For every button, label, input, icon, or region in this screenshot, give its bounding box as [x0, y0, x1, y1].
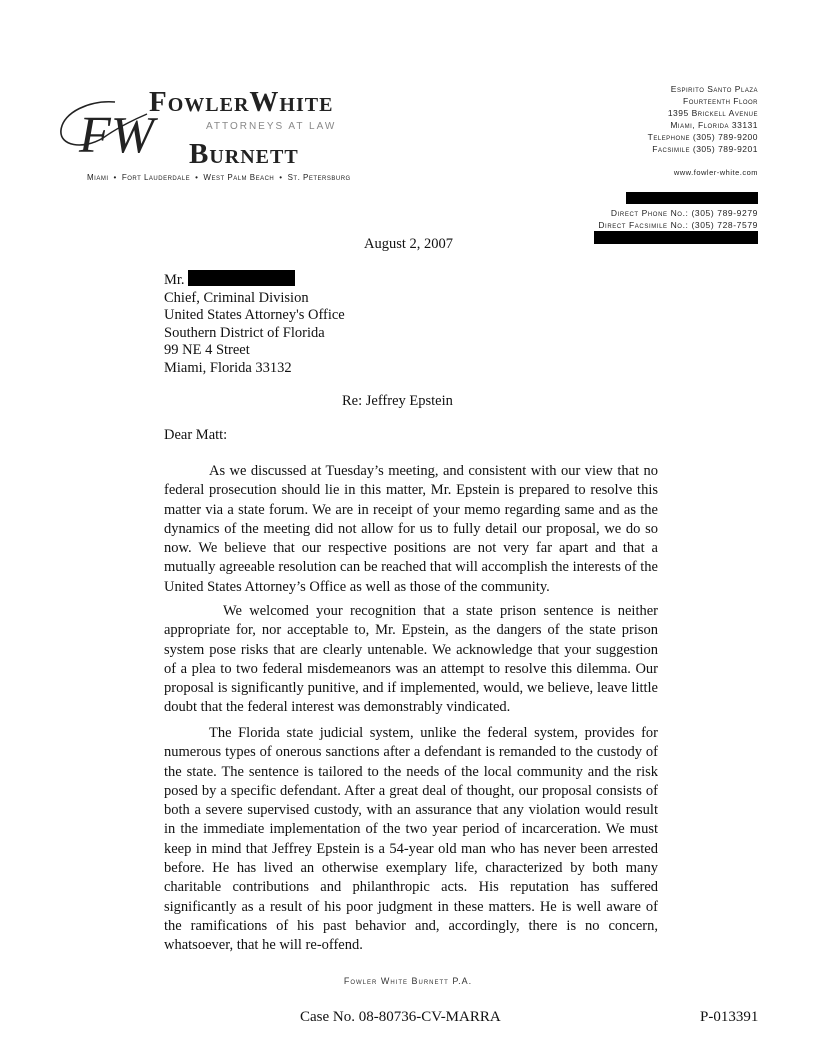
- bullet-icon: •: [195, 173, 199, 182]
- addressee-block: [164, 270, 345, 378]
- addressee-line: Miami, Florida 33132: [164, 359, 292, 376]
- addressee-name-line: [164, 270, 345, 290]
- footer-firm-name: Fowler White Burnett P.A.: [343, 976, 473, 986]
- address-line: Espirito Santo Plaza: [670, 84, 758, 94]
- city-st-petersburg: St. Petersburg: [287, 173, 351, 182]
- addressee-line: 99 NE 4 Street: [164, 342, 250, 359]
- firm-tagline: ATTORNEYS AT LAW: [206, 121, 337, 132]
- addressee-line: Southern District of Florida: [164, 324, 325, 341]
- subject-line: Re: Jeffrey Epstein: [342, 393, 453, 409]
- firm-website: www.fowler-white.com: [673, 168, 758, 177]
- monogram-text: FW: [79, 107, 155, 164]
- direct-fax: Direct Facsimile No.: (305) 728-7579: [598, 220, 758, 230]
- direct-contact-block: [598, 207, 758, 231]
- direct-phone: Direct Phone No.: (305) 789-9279: [610, 208, 758, 218]
- firm-name-line2: Burnett: [189, 138, 299, 170]
- address-line: Fourteenth Floor: [683, 96, 758, 106]
- bullet-icon: •: [279, 173, 283, 182]
- body-paragraph-2: We welcomed your recognition that a state prison sentence is neither appropriate for, nor acceptable to, Mr. Epstein, as the dangers of the state prison system pose risks that are clearly untenable. We acknowledge that your suggestion of a plea to two federal misdemeanors was an attempt to resolve this dilemma. Our proposal is significantly punitive, and if implemented, would, we believe, leave little doubt that the federal interest was demonstrably vindicated.: [164, 603, 658, 716]
- redaction-bar: [188, 270, 295, 286]
- firm-address-block: [648, 83, 758, 155]
- addressee-line: Chief, Criminal Division: [164, 289, 309, 306]
- bates-number: P-013391: [700, 1009, 759, 1025]
- letter-date: August 2, 2007: [364, 236, 454, 252]
- firm-name-line1: FowlerWhite: [149, 86, 334, 118]
- city-west-palm-beach: West Palm Beach: [203, 173, 275, 182]
- salutation: Dear Matt:: [164, 427, 228, 443]
- redaction-bar: [594, 231, 758, 244]
- bullet-icon: •: [113, 173, 117, 182]
- addressee-prefix: Mr.: [164, 272, 185, 288]
- case-number: Case No. 08-80736-CV-MARRA: [300, 1009, 501, 1025]
- office-cities: [87, 173, 351, 182]
- body-paragraph-1: As we discussed at Tuesday’s meeting, and consistent with our view that no federal prosecution should lie in this matter, Mr. Epstein is prepared to resolve this matter via a state forum. We are in receipt of your memo regarding same and as the dynamics of the meeting did not allow for us to fully detail our proposal, we do so now. We believe that our respective positions are not very far apart and that a mutually agreeable resolution can be reached that will accomplish the interests of the United States Attorney’s Office as well as those of the community.: [164, 463, 658, 595]
- facsimile-line: Facsimile (305) 789-9201: [652, 144, 758, 154]
- city-fort-lauderdale: Fort Lauderdale: [121, 173, 191, 182]
- city-miami: Miami: [87, 173, 109, 182]
- address-line: 1395 Brickell Avenue: [667, 108, 758, 118]
- redaction-bar: [626, 192, 758, 204]
- address-line: Miami, Florida 33131: [670, 120, 758, 130]
- addressee-line: United States Attorney's Office: [164, 307, 345, 324]
- telephone-line: Telephone (305) 789-9200: [647, 132, 758, 142]
- body-paragraph-3: The Florida state judicial system, unlike the federal system, provides for numerous types of onerous sanctions after a defendant is remanded to the custody of the state. The sentence is tailored to the needs of the local community and the risk posed by a specific defendant. After a great deal of thought, our proposal consists of both a severe supervised custody, with an assurance that any violation would result in the immediate implementation of the two year period of incarceration. We must keep in mind that Jeffrey Epstein is a 54-year old man who has never been arrested before. He has lived an otherwise exemplary life, characterized by both many charitable contributions and philanthropic acts. His reputation has suffered significantly as a result of his poor judgment in these matters. He is well aware of the ramifications of his past behavior and, accordingly, there is no concern, whatsoever, that he will re-offend.: [164, 725, 658, 954]
